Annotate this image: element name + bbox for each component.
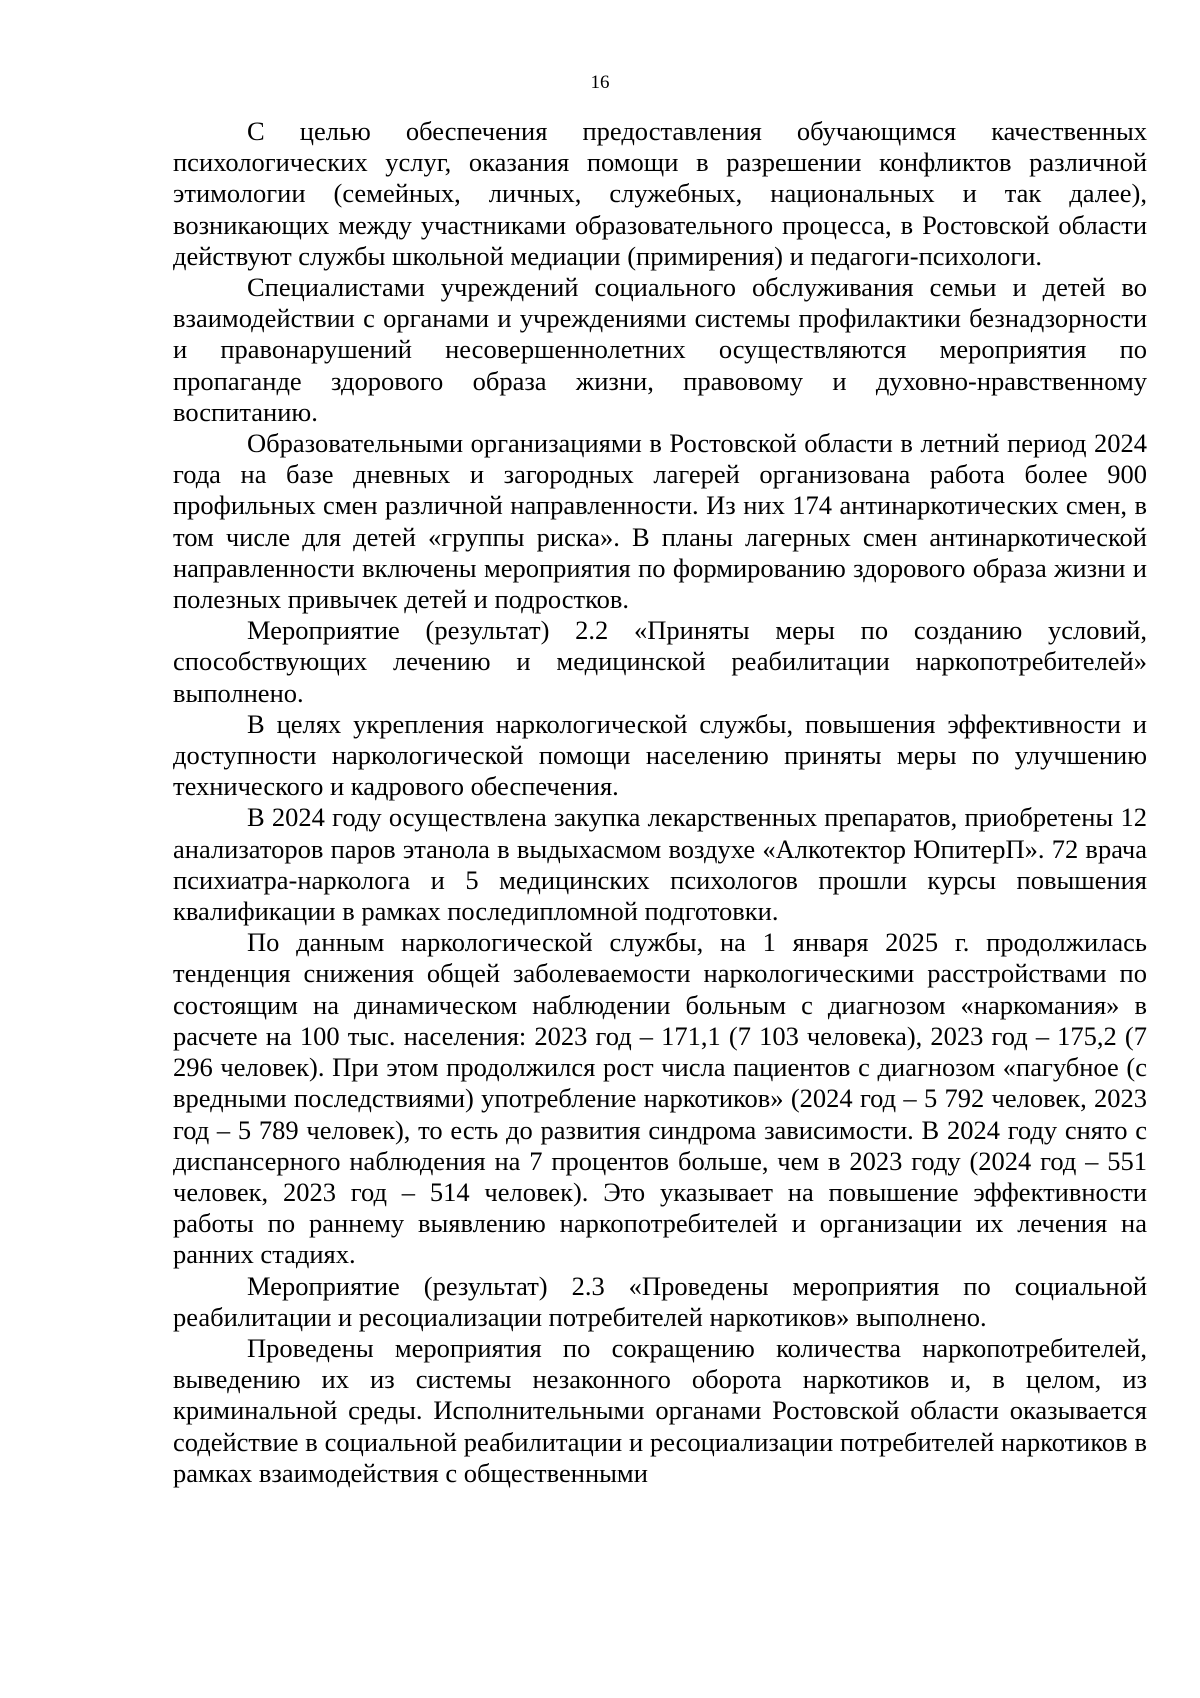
paragraph: Специалистами учреждений социального обслуживания семьи и детей во взаимодействии с органами и учреждениями системы профилактики безнадзорности и правонарушений несовершеннолетних осуществляются мероприятия по пропаганде здорового образа жизни, правовому и духовно-нравственному воспитанию. [173, 272, 1147, 427]
paragraph: Мероприятие (результат) 2.2 «Приняты меры по созданию условий, способствующих лечению и медицинской реабилитации наркопотребителей» выполнено. [173, 615, 1147, 708]
page-number: 16 [590, 72, 610, 93]
paragraph: Мероприятие (результат) 2.3 «Проведены мероприятия по социальной реабилитации и ресоциализации потребителей наркотиков» выполнено. [173, 1270, 1147, 1332]
paragraph: Проведены мероприятия по сокращению количества наркопотребителей, выведению их из системы незаконного оборота наркотиков и, в целом, из криминальной среды. Исполнительными органами Ростовской области оказывается содействие в социальной реабилитации и ресоциализации потребителей наркотиков в рамках взаимодействия с общественными [173, 1332, 1147, 1488]
paragraph: С целью обеспечения предоставления обучающимся качественных психологических услуг, оказания помощи в разрешении конфликтов различной этимологии (семейных, личных, служебных, национальных и так далее), возникающих между участниками образовательного процесса, в Ростовской области действуют службы школьной медиации (примирения) и педагоги-психологи. [173, 116, 1147, 271]
paragraph: В целях укрепления наркологической службы, повышения эффективности и доступности наркологической помощи населению приняты меры по улучшению технического и кадрового обеспечения. [173, 708, 1147, 802]
paragraph: Образовательными организациями в Ростовской области в летний период 2024 года на базе дневных и загородных лагерей организована работа более 900 профильных смен различной направленности. Из них 174 антинаркотических смен, в том числе для детей «группы риска». В планы лагерных смен антинаркотической направленности включены мероприятия по формированию здорового образа жизни и полезных привычек детей и подростков. [173, 428, 1147, 615]
document-body [173, 116, 1147, 1489]
paragraph: В 2024 году осуществлена закупка лекарственных препаратов, приобретены 12 анализаторов паров этанола в выдыхасмом воздухе «Алкотектор ЮпитерП». 72 врача психиатра-нарколога и 5 медицинских психологов прошли курсы повышения квалификации в рамках последипломной подготовки. [173, 802, 1147, 927]
paragraph: По данным наркологической службы, на 1 января 2025 г. продолжилась тенденция снижения общей заболеваемости наркологическими расстройствами по состоящим на динамическом наблюдении больным с диагнозом «наркомания» в расчете на 100 тыс. населения: 2023 год – 171,1 (7 103 человека), 2023 год – 175,2 (7 296 человек). При этом продолжился рост числа пациентов с диагнозом «пагубное (с вредными последствиями) употребление наркотиков» (2024 год – 5 792 человек, 2023 год – 5 789 человек), то есть до развития синдрома зависимости. В 2024 году снято с диспансерного наблюдения на 7 процентов больше, чем в 2023 году (2024 год – 551 человек, 2023 год – 514 человек). Это указывает на повышение эффективности работы по раннему выявлению наркопотребителей и организации их лечения на ранних стадиях. [173, 927, 1147, 1270]
